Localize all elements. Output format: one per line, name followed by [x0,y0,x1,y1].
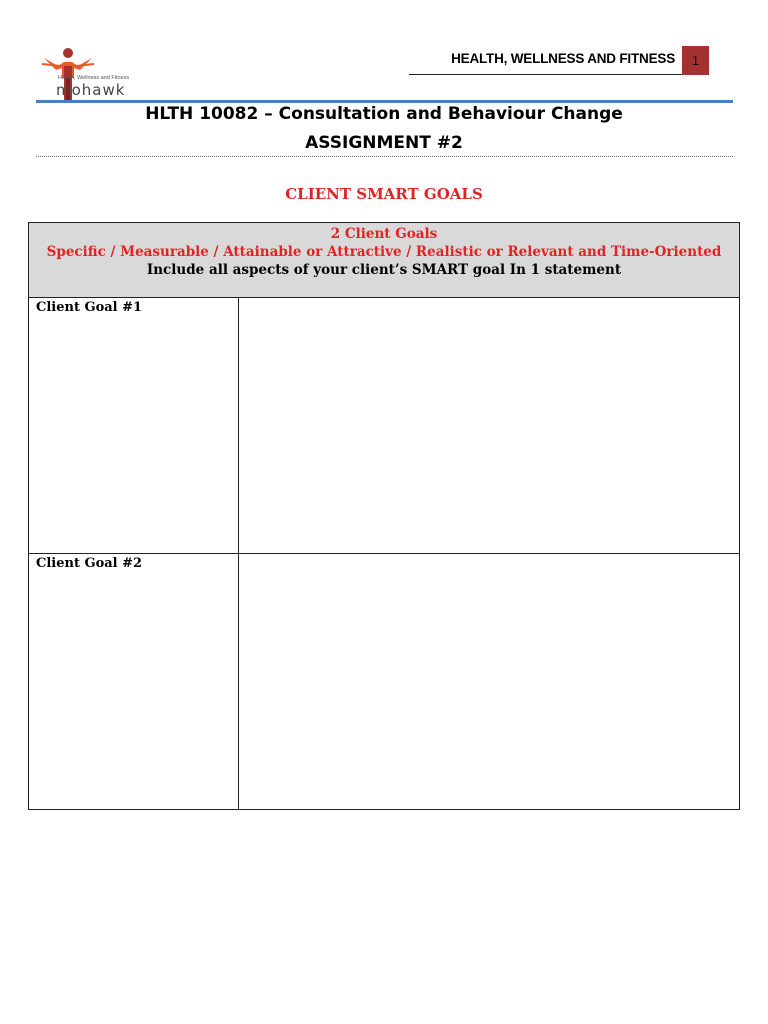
section-title: CLIENT SMART GOALS [285,185,483,203]
logo-tagline: Health, Wellness and Fitness [58,75,130,81]
table-header-line-3: Include all aspects of your client’s SMART goal In 1 statement [146,262,622,278]
goal-2-entry[interactable] [239,554,740,810]
goal-2-label: Client Goal #2 [29,554,239,810]
table-row [29,298,740,554]
table-header-cell [29,223,740,298]
header-title: HEALTH, WELLNESS AND FITNESS [451,51,675,66]
table-header-line-2: Specific / Measurable / Attainable or Attractive / Realistic or Relevant and Time-Oriented [46,244,722,260]
table-row [29,554,740,810]
goal-1-label: Client Goal #1 [29,298,239,554]
header-rule [409,74,709,75]
title-divider [36,156,733,157]
page-number-badge: 1 [682,46,709,75]
goals-table [28,222,740,810]
table-header-row [29,223,740,298]
table-header-line-1: 2 Client Goals [330,226,438,242]
goal-1-entry[interactable] [239,298,740,554]
logo-wordmark: mohawk [56,81,126,99]
document-subtitle: ASSIGNMENT #2 [305,133,463,153]
header-divider [36,100,733,103]
document-title: HLTH 10082 – Consultation and Behaviour Change [145,104,623,124]
logo [36,44,172,106]
